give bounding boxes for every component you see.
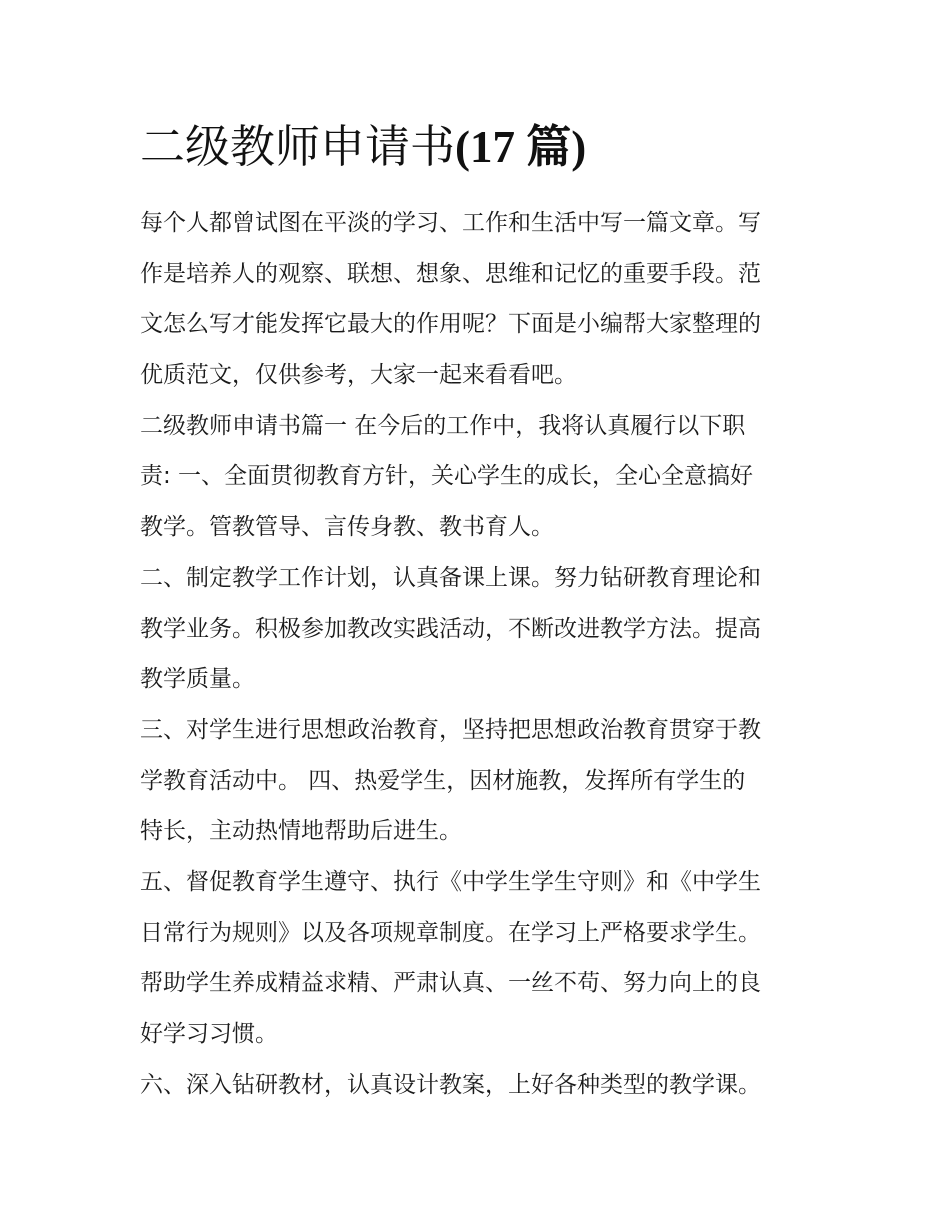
- title-count: (17 篇): [455, 122, 587, 172]
- text-line: 五、督促教育学生遵守、执行《中学生学生守则》和《中学生: [140, 868, 761, 895]
- text-line: 优质范文，仅供参考，大家一起来看看吧。: [140, 362, 577, 389]
- page-title: [140, 114, 840, 180]
- text-line: 教学业务。积极参加教改实践活动，不断改进教学方法。提高: [140, 615, 761, 642]
- text-line: 好学习习惯。: [140, 1021, 278, 1047]
- text-line: 二、制定教学工作计划，认真备课上课。努力钻研教育理论和: [140, 564, 761, 591]
- text-line: 学教育活动中。 四、热爱学生，因材施教，发挥所有学生的: [140, 767, 746, 794]
- text-line: 日常行为规则》以及各项规章制度。在学习上严格要求学生。: [140, 919, 761, 946]
- text-line: 作是培养人的观察、联想、想象、思维和记忆的重要手段。范: [140, 260, 761, 287]
- text-line: 二级教师申请书篇一 在今后的工作中，我将认真履行以下职: [140, 412, 746, 439]
- text-line: 每个人都曾试图在平淡的学习、工作和生活中写一篇文章。写: [140, 210, 761, 236]
- text-line: 帮助学生养成精益求精、严肃认真、一丝不苟、努力向上的良: [140, 970, 761, 997]
- text-line: 特长，主动热情地帮助后进生。: [140, 818, 462, 845]
- text-line: 六、深入钻研教材，认真设计教案，上好各种类型的教学课。: [140, 1071, 761, 1098]
- text-line: 责: 一、全面贯彻教育方针，关心学生的成长，全心全意搞好: [140, 463, 754, 490]
- title-text: 二级教师申请书: [140, 120, 456, 173]
- text-line: 三、对学生进行思想政治教育，坚持把思想政治教育贯穿于教: [140, 716, 761, 743]
- text-line: 教学质量。: [140, 666, 255, 693]
- document-body: [140, 198, 820, 1110]
- text-line: 教学。管教管导、言传身教、教书育人。: [140, 514, 554, 541]
- text-line: 文怎么写才能发挥它最大的作用呢？下面是小编帮大家整理的: [140, 311, 761, 338]
